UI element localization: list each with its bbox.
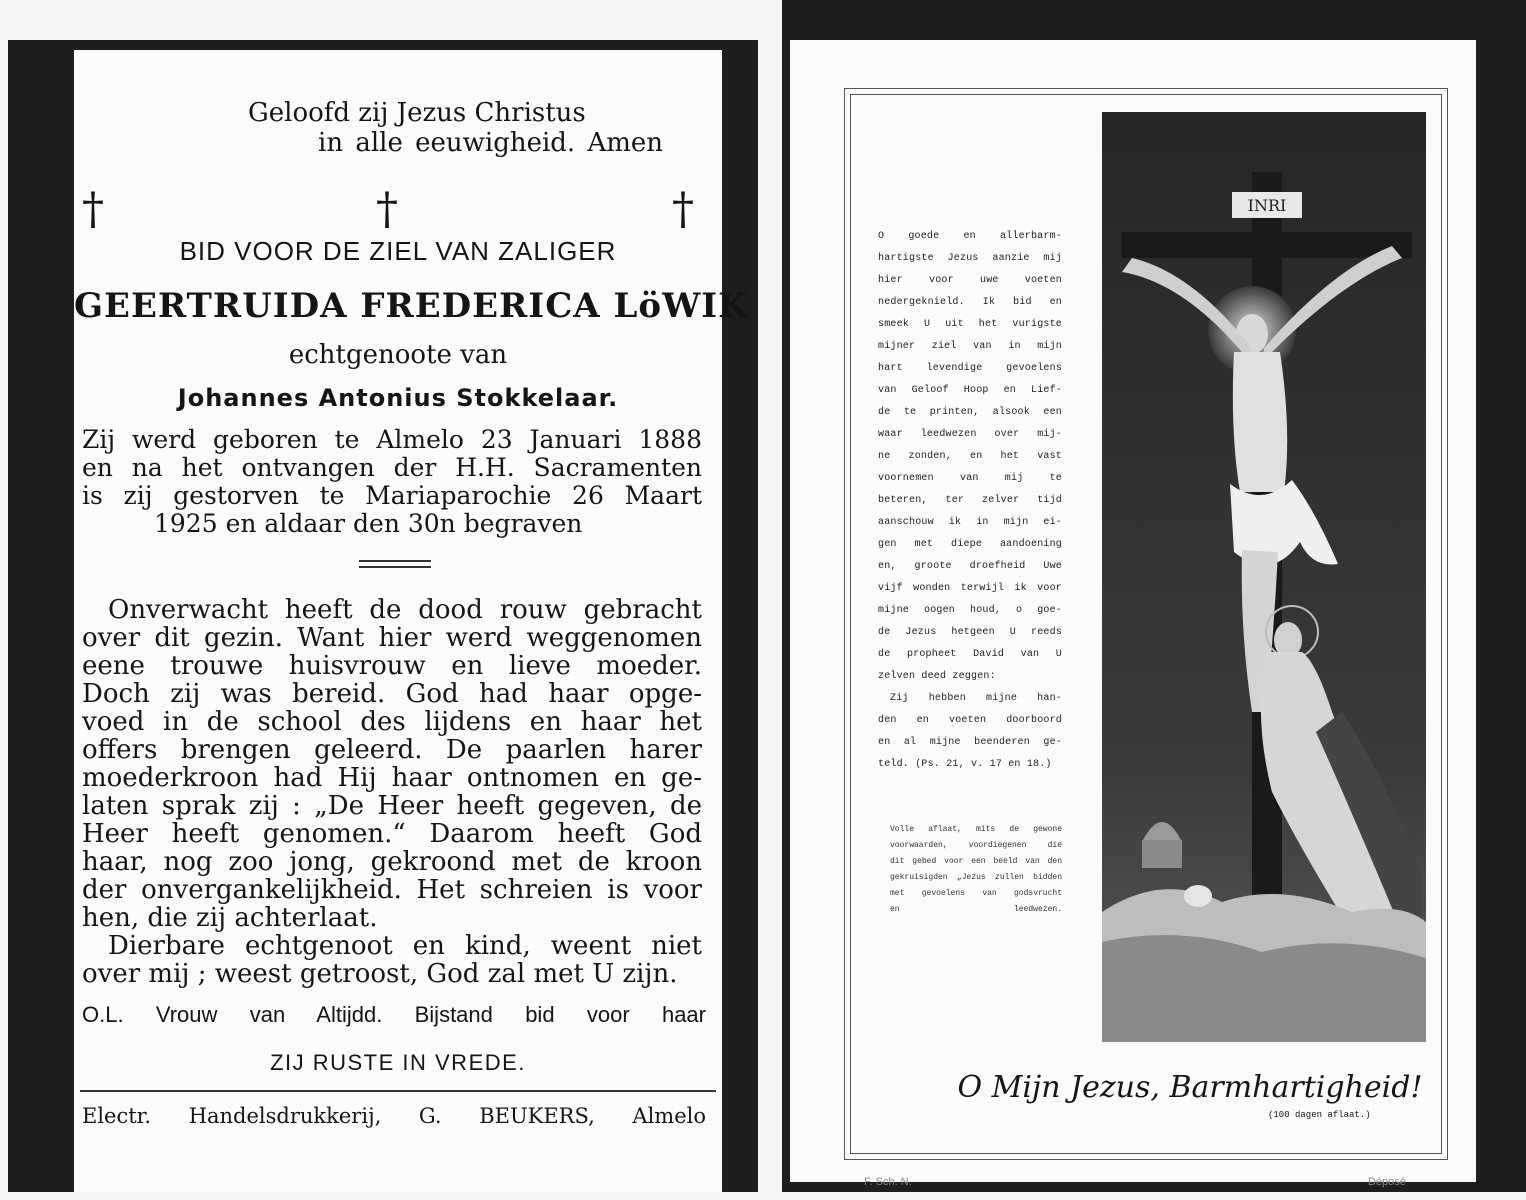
eulogy-line: Doch zij was bereid. God had haar opge- [82, 679, 702, 709]
prayer-text [878, 226, 1062, 776]
prayer-line: hier voor uwe voeten [878, 275, 1062, 286]
prayer-line: Zij hebben mijne han- [890, 693, 1062, 704]
cross-icon-right: † [672, 184, 694, 235]
eulogy-line: over dit gezin. Want hier werd weggenomen [82, 623, 702, 653]
crucifixion-image [1102, 112, 1426, 1042]
motto-text: O Mijn Jezus, Barmhartigheid! [957, 1070, 1423, 1105]
eulogy-line: eene trouwe huisvrouw en lieve moeder. [82, 651, 702, 681]
printer-credit: Electr. Handelsdrukkerij, G. BEUKERS, Almelo [82, 1104, 706, 1128]
prayer-line: mijner ziel van in mijn [878, 341, 1062, 352]
note-line: voorwaarden, voordiegenen die [890, 841, 1062, 850]
opening-line-1: Geloofd zij Jezus Christus [248, 98, 586, 128]
prayer-line: teld. (Ps. 21, v. 17 en 18.) [878, 759, 1052, 770]
prayer-line: smeek U uit het vurigste [878, 319, 1062, 330]
left-card-paper [74, 50, 749, 1192]
printer-rule [80, 1090, 716, 1092]
eulogy-line: moederkroon had Hij haar ontnomen en ge- [82, 763, 702, 793]
prayer-line: de propheet David van U [878, 649, 1062, 660]
right-memorial-card [782, 0, 1526, 1192]
spouse-name: Johannes Antonius Stokkelaar. [177, 384, 619, 412]
closing-text: ZIJ RUSTE IN VREDE. [270, 1050, 526, 1075]
invocation-text: O.L. Vrouw van Altijdd. Bijstand bid voor haar [82, 1002, 706, 1027]
prayer-line: en, groote droefheid Uwe [878, 561, 1062, 572]
eulogy-line: haar, nog zoo jong, gekroond met de kroon [82, 847, 702, 877]
prayer-line: en al mijne beenderen ge- [878, 737, 1062, 748]
prayer-line: waar leedwezen over mij- [878, 429, 1062, 440]
prayer-line: O goede en allerbarm- [878, 231, 1062, 242]
prayer-line: voornemen van mij te [878, 473, 1062, 484]
eulogy-line: laten sprak zij : „De Heer heeft gegeven, de [82, 791, 702, 821]
prayer-line: ne zonden, en het vast [878, 451, 1062, 462]
motto-note: (100 dagen aflaat.) [1268, 1110, 1371, 1120]
prayer-line: den en voeten doorboord [878, 715, 1062, 726]
bio-line: en na het ontvangen der H.H. Sacramenten [82, 453, 702, 482]
prayer-line: zelven deed zeggen: [878, 671, 996, 682]
prayer-line: aanschouw ik in mijn ei- [878, 517, 1062, 528]
inri-plaque: INRI [1247, 196, 1287, 215]
prayer-line: hart levendige gevoelens [878, 363, 1062, 374]
note-line: gekruisigden „Jezus zullen bidden [890, 873, 1062, 882]
note-line: Volle aflaat, mits de gewone [890, 825, 1062, 834]
prayer-line: de te printen, alsook een [878, 407, 1062, 418]
cross-icon-left: † [82, 184, 104, 235]
eulogy-text [82, 596, 702, 988]
indulgence-note [890, 822, 1062, 918]
eulogy-line: offers brengen geleerd. De paarlen harer [82, 735, 702, 765]
eulogy-line: hen, die zij achterlaat. [82, 903, 378, 933]
prayer-line: hartigste Jezus aanzie mij [878, 253, 1062, 264]
crucifixion-illustration [1102, 112, 1426, 1042]
eulogy-line: der onvergankelijkheid. Het schreien is voor [82, 875, 702, 905]
biography [82, 426, 702, 538]
publisher-mark: F. Sch. N. [864, 1176, 912, 1188]
deceased-name: GEERTRUIDA FREDERICA LöWIK [74, 286, 749, 326]
divider-rule [359, 566, 431, 568]
prayer-line: nedergeknield. Ik bid en [878, 297, 1062, 308]
left-memorial-card [8, 40, 758, 1192]
note-line: en leedwezen. [890, 905, 1062, 914]
prayer-line: vijf wonden terwijl ik voor [878, 583, 1062, 594]
prayer-line: de Jezus hetgeen U reeds [878, 627, 1062, 638]
farewell-line: over mij ; weest getroost, God zal met U zijn. [82, 959, 678, 989]
prayer-line: gen met diepe aandoening [878, 539, 1062, 550]
bio-line: is zij gestorven te Mariaparochie 26 Maart [82, 481, 702, 510]
note-line: dit gebed voor een beeld van den [890, 857, 1062, 866]
eulogy-line: voed in de school des lijdens en haar het [82, 707, 702, 737]
cross-icon-center: † [376, 184, 398, 235]
note-line: met gevoelens van godsvrucht [890, 889, 1062, 898]
eulogy-line: Onverwacht heeft de dood rouw gebracht [108, 595, 702, 625]
prayer-line: van Geloof Hoop en Lief- [878, 385, 1062, 396]
relation-text: echtgenoote van [288, 340, 508, 370]
divider-rule [359, 560, 431, 562]
eulogy-line: Heer heeft genomen.“ Daarom heeft God [82, 819, 702, 849]
bio-line: Zij werd geboren te Almelo 23 Januari 1888 [82, 425, 702, 454]
prayer-line: mijne oogen houd, o goe- [878, 605, 1062, 616]
opening-line-2: in alle eeuwigheid. Amen [318, 128, 664, 158]
prayer-line: beteren, ter zelver tijd [878, 495, 1062, 506]
right-card-paper [790, 40, 1476, 1188]
prayer-heading: BID VOOR DE ZIEL VAN ZALIGER [179, 236, 617, 266]
farewell-line: Dierbare echtgenoot en kind, weent niet [108, 931, 702, 961]
bio-line: 1925 en aldaar den 30n begraven [154, 509, 583, 538]
deposited-mark: Déposé [1368, 1176, 1406, 1188]
